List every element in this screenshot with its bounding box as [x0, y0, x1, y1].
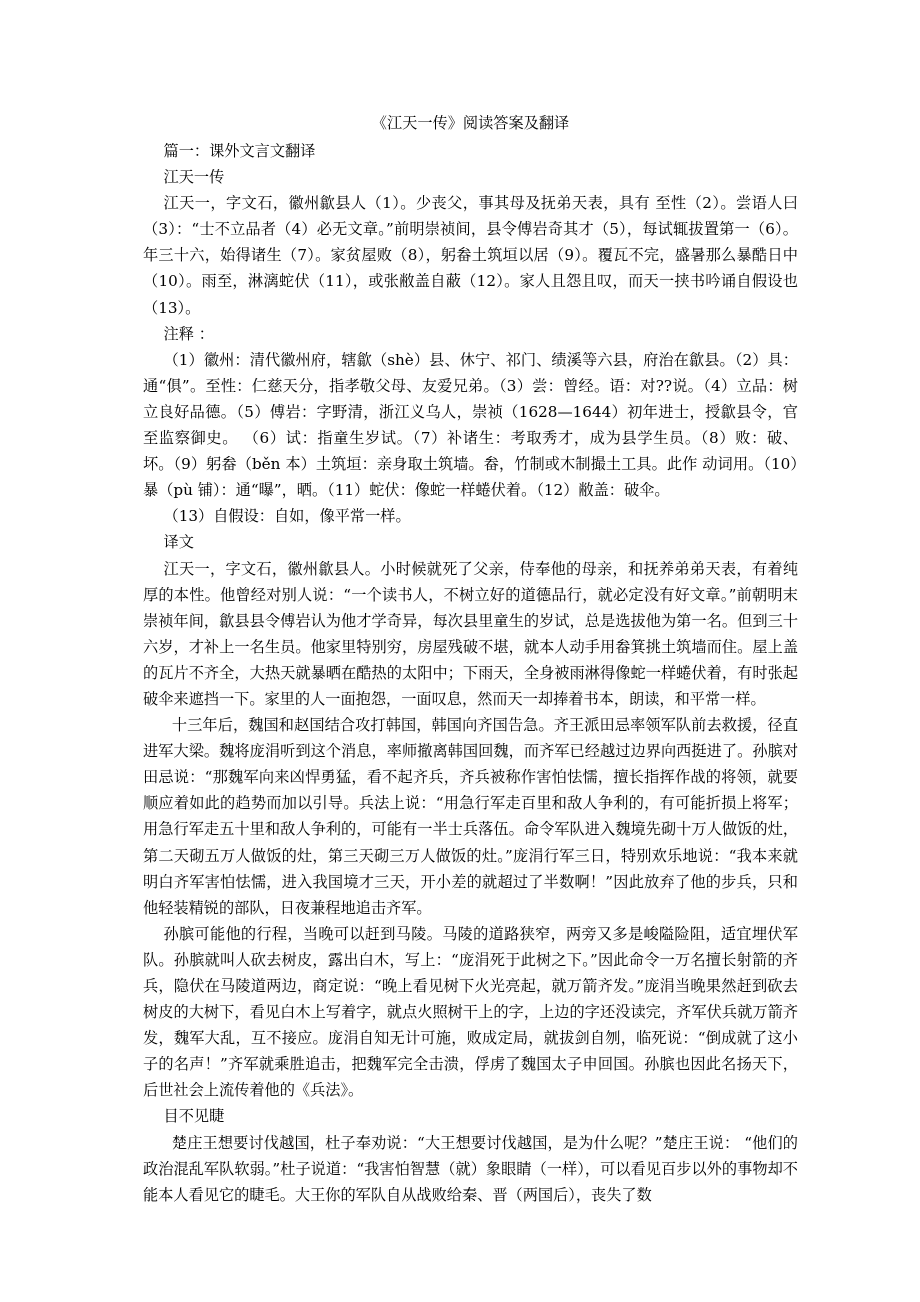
- section-heading: 篇一：课外文言文翻译: [163, 142, 316, 160]
- translation-text: 江天一，字文石，徽州歙县人。小时候就死了父亲，侍奉他的母亲，和抚养弟弟天表，有着纯厚的本性。他曾经对别人说：“一个读书人，不树立好的道德品行，就必定没有好文章。”前朝明末崇祯年间，歙县县令傅岩认为他才学奇异，每次县里童生的岁试，总是选拔他为第一名。但到三十六岁，才补上一名生员。他家里特别穷，房屋残破不堪，就本人动手用畚箕挑土筑墙而住。屋上盖的瓦片不齐全，大热天就暴晒在酷热的太阳中；下雨天，全身被雨淋得像蛇一样蜷伏着，有时张起破伞来遮挡一下。家里的人一面抱怨，一面叹息，然而天一却捧着书本，朗读，和平常一样。: [143, 559, 798, 708]
- translation-label: 译文: [163, 533, 194, 552]
- notes-label: 注释 ：: [163, 324, 214, 343]
- note-13: （13）自假设：自如，像平常一样。: [163, 507, 411, 526]
- paragraph-two: 十三年后，魏国和赵国结合攻打韩国，韩国向齐国告急。齐王派田忌率领军队前去救援，径直进军大梁。魏将庞涓听到这个消息，率师撤离韩国回魏，而齐军已经越过边界向西挺进了。孙膑对田忌说：“那魏军向来凶悍勇猛，看不起齐兵，齐兵被称作害怕怯懦，擅长指挥作战的将领，就要顺应着如此的趋势而加以引导。兵法上说：“用急行军走百里和敌人争利的，有可能折损上将军；用急行军走五十里和敌人争利的，可能有一半士兵落伍。命令军队进入魏境先砌十万人做饭的灶，第二天砌五万人做饭的灶，第三天砌三万人做饭的灶。”庞涓行军三日，特别欢乐地说：“我本来就明白齐军害怕怯懦，进入我国境才三天，开小差的就超过了半数啊！”因此放弃了他的步兵，只和他轻装精锐的部队，日夜兼程地追击齐军。: [143, 716, 798, 917]
- document-page: [143, 110, 798, 1208]
- notes-text: （1）徽州：清代徽州府，辖歙（shè）县、休宁、祁门、绩溪等六县，府治在歙县。（2）具：通“俱”。至性：仁慈天分，指孝敬父母、友爱兄弟。（3）尝：曾经。语：对??说。（4）立品：树立良好品德。（5）傅岩：字野清，浙江义乌人，崇祯（1628—1644）初年进士，授歙县令，官至监察御史。 （6）试：指童生岁试。（7）补诸生：考取秀才，成为县学生员。（8）败：破、坏。（9）躬畚（běn 本）土筑垣：亲身取土筑墙。畚，竹制或木制撮土工具。此作 动词用。（10）暴（pù 铺）：通“曝”，晒。（11）蛇伏：像蛇一样蜷伏着。（12）敝盖：破伞。: [143, 350, 798, 500]
- original-text: 江天一，字文石，徽州歙县人（1）。少丧父，事其母及抚弟天表，具有 至性（2）。尝语人曰（3）：“士不立品者（4）必无文章。”前明崇祯间，县令傅岩奇其才（5），每试辄拔置第一（6）。年三十六，始得诸生（7）。家贫屋败（8），躬畚土筑垣以居（9）。覆瓦不完，盛暑那么暴酷日中（10）。雨至，淋漓蛇伏（11），或张敝盖自蔽（12）。家人且怨且叹，而天一挟书吟诵自假设也（13）。: [143, 194, 799, 317]
- document-title: 《江天一传》阅读答案及翻译: [371, 114, 570, 132]
- paragraph-four: 楚庄王想要讨伐越国，杜子奉劝说：“大王想要讨伐越国，是为什么呢？”楚庄王说： “他们的政治混乱军队软弱。”杜子说道：“我害怕智慧（就）象眼睛（一样），可以看见百步以外的事物却不能本人看见它的睫毛。大王你的军队自从战败给秦、晋（两国后），丧失了数: [143, 1133, 798, 1204]
- section-heading-two: 目不见睫: [163, 1107, 225, 1126]
- paragraph-three: 孙膑可能他的行程，当晚可以赶到马陵。马陵的道路狭窄，两旁又多是峻隘险阻，适宜埋伏军队。孙膑就叫人砍去树皮，露出白木，写上：“庞涓死于此树之下。”因此命令一万名擅长射箭的齐兵，隐伏在马陵道两边，商定说：“晚上看见树下火光亮起，就万箭齐发。”庞涓当晚果然赶到砍去树皮的大树下，看见白木上写着字，就点火照树干上的字，上边的字还没读完，齐军伏兵就万箭齐发，魏军大乱，互不接应。庞涓自知无计可施，败成定局，就拔剑自刎，临死说：“倒成就了这小子的名声！”齐军就乘胜追击，把魏军完全击溃，俘虏了魏国太子申回国。孙膑也因此名扬天下，后世社会上流传着他的《兵法》。: [143, 924, 798, 1100]
- essay-title: 江天一传: [163, 168, 225, 187]
